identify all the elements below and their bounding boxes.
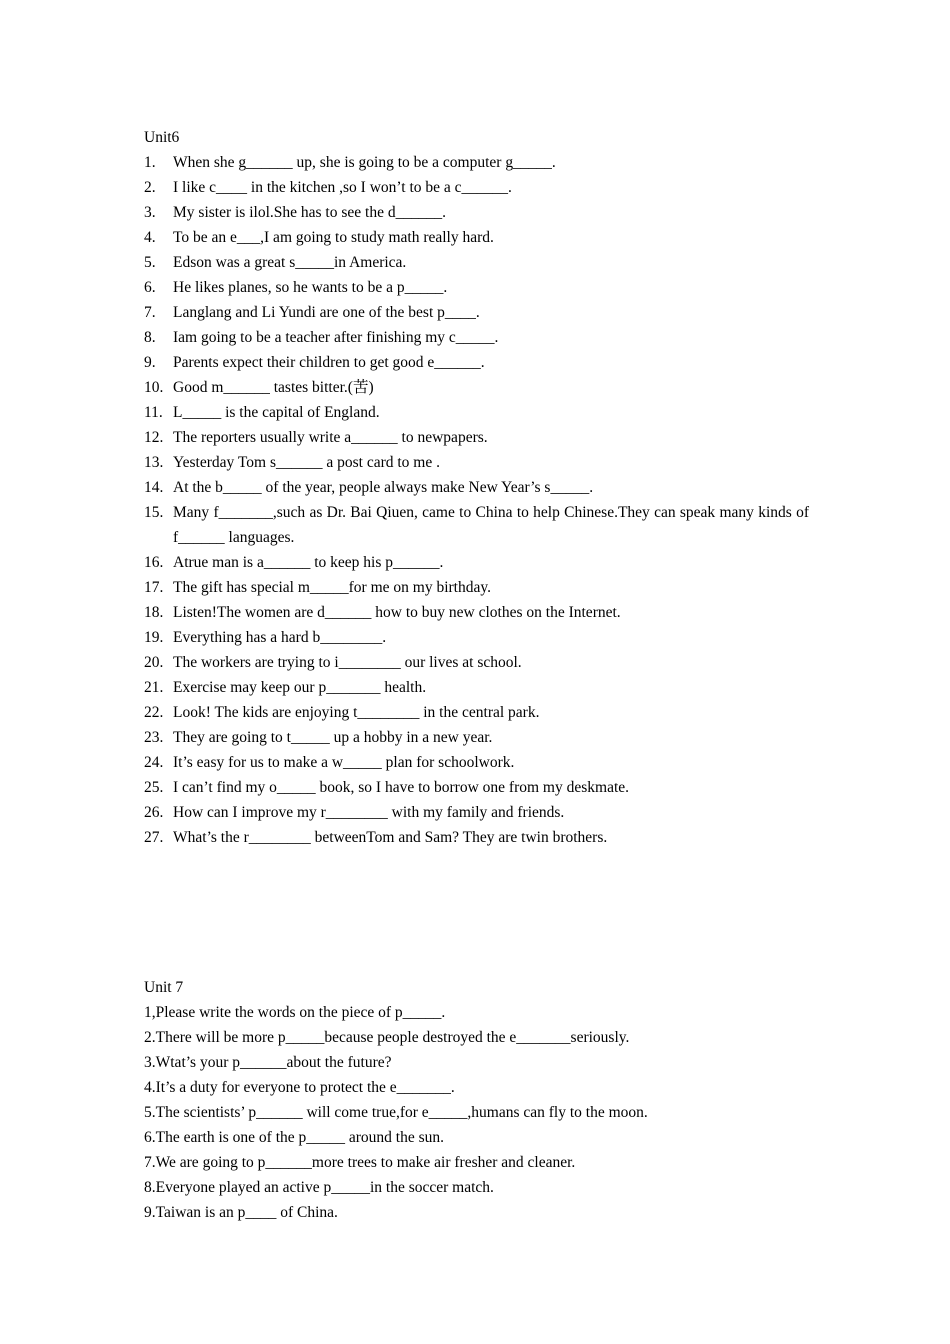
question-text: I can’t find my o_____ book, so I have to borrow one from my deskmate. — [173, 779, 630, 796]
unit6-question — [144, 575, 809, 600]
worksheet-page — [144, 125, 809, 1225]
question-number: 3. — [144, 204, 156, 221]
unit7-question: 4.It’s a duty for everyone to protect the e_______. — [144, 1079, 455, 1096]
question-number: 26. — [144, 804, 164, 821]
question-text: Parents expect their children to get good e______. — [173, 354, 485, 371]
question-number: 11. — [144, 404, 163, 421]
question-number: 22. — [144, 704, 164, 721]
question-number: 15. — [144, 504, 164, 521]
question-text: The reporters usually write a______ to newpapers. — [173, 429, 488, 446]
unit6-question-list — [144, 150, 809, 850]
question-number: 12. — [144, 429, 164, 446]
unit6-question — [144, 200, 809, 225]
unit7-question: 8.Everyone played an active p_____in the soccer match. — [144, 1179, 494, 1196]
unit6-question — [144, 175, 809, 200]
question-number: 16. — [144, 554, 164, 571]
question-number: 7. — [144, 304, 156, 321]
question-number: 19. — [144, 629, 164, 646]
question-text: Look! The kids are enjoying t________ in the central park. — [173, 704, 540, 721]
question-number: 24. — [144, 754, 164, 771]
unit6-question — [144, 725, 809, 750]
unit6-question — [144, 600, 809, 625]
unit6-question — [144, 475, 809, 500]
question-text: They are going to t_____ up a hobby in a new year. — [173, 729, 493, 746]
question-number: 27. — [144, 829, 164, 846]
question-number: 20. — [144, 654, 164, 671]
question-text: Langlang and Li Yundi are one of the best p____. — [173, 304, 480, 321]
unit6-question — [144, 400, 809, 425]
question-text: The workers are trying to i________ our lives at school. — [173, 654, 522, 671]
question-number: 1. — [144, 154, 156, 171]
unit6-question — [144, 700, 809, 725]
question-number: 2. — [144, 179, 156, 196]
question-text: At the b_____ of the year, people always make New Year’s s_____. — [173, 479, 594, 496]
unit7-question-list — [144, 1000, 809, 1225]
unit6-question — [144, 625, 809, 650]
unit6-question — [144, 150, 809, 175]
question-number: 23. — [144, 729, 164, 746]
question-number: 4. — [144, 229, 156, 246]
question-number: 17. — [144, 579, 164, 596]
question-text: I like c____ in the kitchen ,so I won’t to be a c______. — [173, 179, 512, 196]
question-number: 13. — [144, 454, 164, 471]
question-text: Iam going to be a teacher after finishing my c_____. — [173, 329, 499, 346]
question-number: 6. — [144, 279, 156, 296]
unit6-question — [144, 225, 809, 250]
question-text: Everything has a hard b________. — [173, 629, 387, 646]
question-text: L_____ is the capital of England. — [173, 404, 380, 421]
unit7-question: 3.Wtat’s your p______about the future? — [144, 1054, 392, 1071]
unit7-question: 6.The earth is one of the p_____ around the sun. — [144, 1129, 445, 1146]
question-number: 18. — [144, 604, 164, 621]
question-number: 21. — [144, 679, 164, 696]
unit6-title: Unit6 — [144, 129, 180, 146]
unit6-question — [144, 825, 809, 850]
unit6-question — [144, 425, 809, 450]
question-text: To be an e___,I am going to study math really hard. — [173, 229, 494, 246]
question-number: 10. — [144, 379, 164, 396]
question-text: Edson was a great s_____in America. — [173, 254, 407, 271]
unit7-title: Unit 7 — [144, 979, 184, 996]
unit6-question — [144, 325, 809, 350]
unit7-question: 1,Please write the words on the piece of p_____. — [144, 1004, 446, 1021]
unit6-question — [144, 550, 809, 575]
unit7-question: 2.There will be more p_____because people destroyed the e_______seriously. — [144, 1029, 630, 1046]
unit6-question — [144, 250, 809, 275]
unit6-question — [144, 375, 809, 400]
question-number: 5. — [144, 254, 156, 271]
question-number: 25. — [144, 779, 164, 796]
question-number: 8. — [144, 329, 156, 346]
unit6-question — [144, 500, 809, 550]
unit6-question — [144, 350, 809, 375]
unit7-question: 9.Taiwan is an p____ of China. — [144, 1204, 338, 1221]
question-text: He likes planes, so he wants to be a p_____. — [173, 279, 448, 296]
section-spacer — [144, 850, 809, 975]
unit6-question — [144, 800, 809, 825]
unit6-question — [144, 775, 809, 800]
question-text: Many f_______,such as Dr. Bai Qiuen, came to China to help Chinese.They can speak many kinds of f______ languages. — [173, 504, 809, 546]
question-text: It’s easy for us to make a w_____ plan for schoolwork. — [173, 754, 515, 771]
unit6-question — [144, 650, 809, 675]
question-text: Listen!The women are d______ how to buy new clothes on the Internet. — [173, 604, 621, 621]
question-text: What’s the r________ betweenTom and Sam? They are twin brothers. — [173, 829, 608, 846]
question-text: Yesterday Tom s______ a post card to me . — [173, 454, 440, 471]
unit6-question — [144, 275, 809, 300]
question-text: Atrue man is a______ to keep his p______. — [173, 554, 444, 571]
unit6-question — [144, 300, 809, 325]
question-text: When she g______ up, she is going to be a computer g_____. — [173, 154, 556, 171]
question-text: Exercise may keep our p_______ health. — [173, 679, 427, 696]
question-text: Good m______ tastes bitter.(苦) — [173, 379, 374, 396]
question-text: The gift has special m_____for me on my birthday. — [173, 579, 491, 596]
unit6-question — [144, 675, 809, 700]
unit7-question: 5.The scientists’ p______ will come true,for e_____,humans can fly to the moon. — [144, 1104, 648, 1121]
question-number: 14. — [144, 479, 164, 496]
unit6-question — [144, 450, 809, 475]
question-number: 9. — [144, 354, 156, 371]
unit6-question — [144, 750, 809, 775]
unit7-question: 7.We are going to p______more trees to make air fresher and cleaner. — [144, 1154, 576, 1171]
question-text: My sister is ilol.She has to see the d______. — [173, 204, 446, 221]
question-text: How can I improve my r________ with my family and friends. — [173, 804, 565, 821]
